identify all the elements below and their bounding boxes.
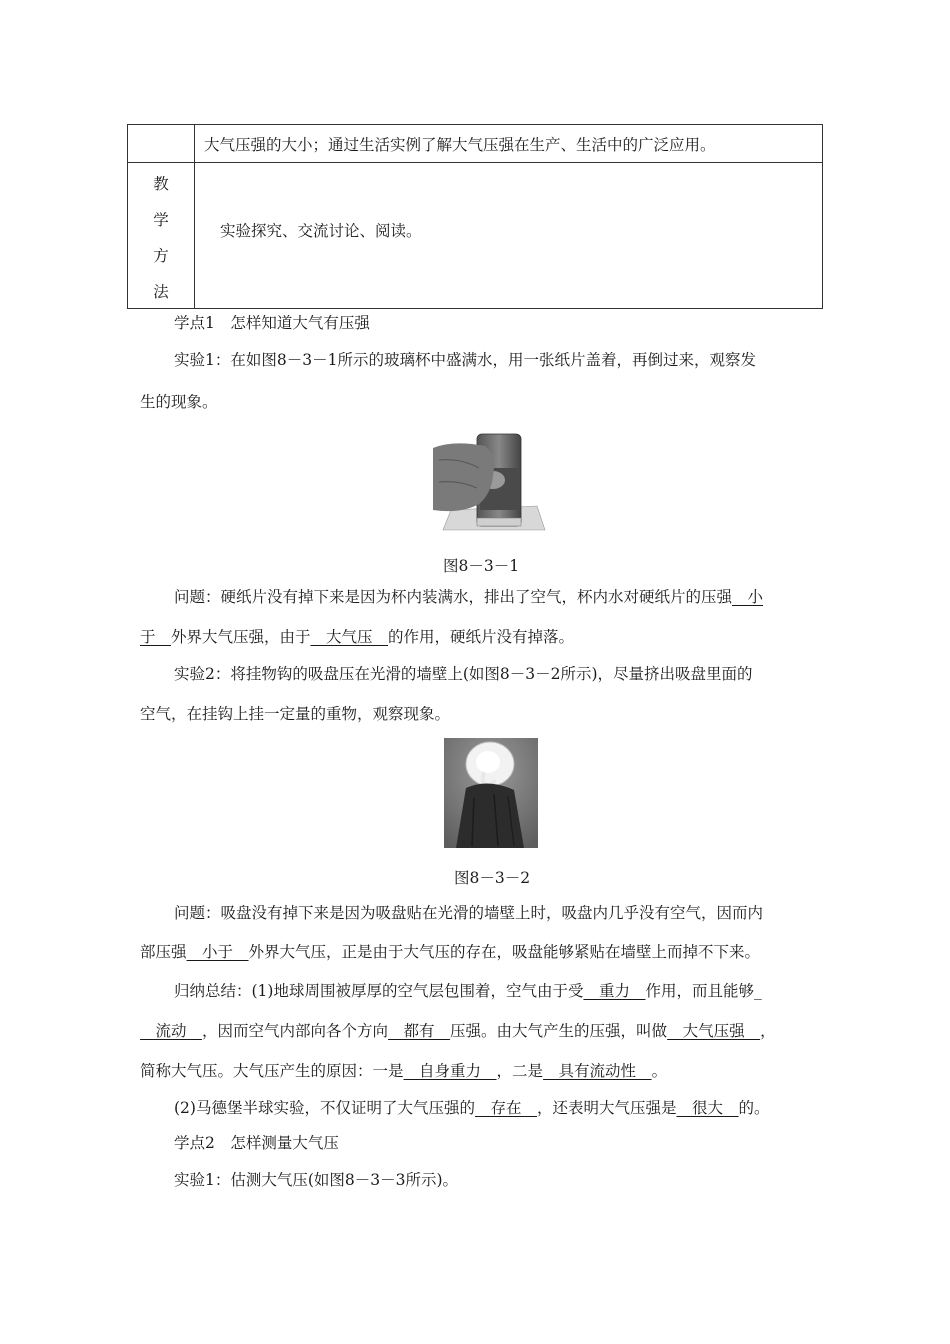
paragraph-line: 问题：吸盘没有掉下来是因为吸盘贴在光滑的墙壁上时，吸盘内几乎没有空气，因而内 <box>174 904 764 922</box>
paragraph-line: 生的现象。 <box>140 393 218 411</box>
paragraph-line: 实验2：将挂物钩的吸盘压在光滑的墙壁上(如图8－3－2所示)，尽量挤出吸盘里面的 <box>174 665 753 683</box>
answer-blank: 很大 <box>676 1099 739 1117</box>
paragraph-line: (2)马德堡半球实验，不仅证明了大气压强的 存在 ，还表明大气压强是 很大 的。 <box>174 1099 770 1117</box>
table-row <box>128 125 822 163</box>
figure-suction-hook-photo <box>444 738 538 848</box>
paragraph-line: 空气，在挂钩上挂一定量的重物，观察现象。 <box>140 705 451 723</box>
answer-blank: 重力 <box>583 982 646 1000</box>
paragraph-line: 于 外界大气压强，由于 大气压 的作用，硬纸片没有掉落。 <box>140 628 575 646</box>
answer-blank: 自身重力 <box>403 1062 497 1080</box>
table-row <box>128 162 822 308</box>
vertical-char: 教 <box>153 175 169 193</box>
vertical-char: 方 <box>153 247 169 265</box>
paragraph-line: 归纳总结：(1)地球周围被厚厚的空气层包围着，空气由于受 重力 作用，而且能够_ <box>174 982 762 1000</box>
paragraph-line: 部压强 小于 外界大气压，正是由于大气压的存在，吸盘能够紧贴在墙壁上而掉不下来。 <box>140 943 761 961</box>
answer-blank: 小 <box>732 588 764 606</box>
paragraph-line: 问题：硬纸片没有掉下来是因为杯内装满水，排出了空气，杯内水对硬纸片的压强 小 <box>174 588 764 606</box>
answer-blank: 流动 <box>140 1022 203 1040</box>
paragraph-line: 实验1：估测大气压(如图8－3－3所示)。 <box>174 1171 459 1189</box>
answer-blank: 小于 <box>186 943 249 961</box>
answer-blank: 于 <box>140 628 172 646</box>
table-cell-left <box>128 162 195 308</box>
table-cell-right: 大气压强的大小；通过生活实例了解大气压强在生产、生活中的广泛应用。 <box>204 136 716 154</box>
answer-blank: 存在 <box>474 1099 537 1117</box>
figure-caption: 图8－3－2 <box>454 869 531 887</box>
table-cell-right: 实验探究、交流讨论、阅读。 <box>220 222 422 240</box>
paragraph-line: 流动 ，因而空气内部向各个方向 都有 压强。由大气产生的压强，叫做 大气压强 ， <box>140 1022 776 1040</box>
vertical-char: 法 <box>153 283 169 301</box>
answer-blank: 都有 <box>388 1022 451 1040</box>
section-title: 学点2 怎样测量大气压 <box>174 1134 339 1152</box>
answer-blank: 大气压 <box>310 628 389 646</box>
vertical-char: 学 <box>153 211 169 229</box>
info-table <box>127 124 823 309</box>
answer-blank: 大气压强 <box>667 1022 761 1040</box>
paragraph-line: 简称大气压。大气压产生的原因：一是 自身重力 ，二是 具有流动性 。 <box>140 1062 668 1080</box>
answer-blank: 具有流动性 <box>543 1062 652 1080</box>
figure-caption: 图8－3－1 <box>443 557 520 575</box>
section-title: 学点1 怎样知道大气有压强 <box>174 314 370 332</box>
paragraph-line: 实验1：在如图8－3－1所示的玻璃杯中盛满水，用一张纸片盖着，再倒过来，观察发 <box>174 351 756 369</box>
table-cell-left <box>128 125 195 162</box>
figure-glass-photo <box>433 430 547 532</box>
